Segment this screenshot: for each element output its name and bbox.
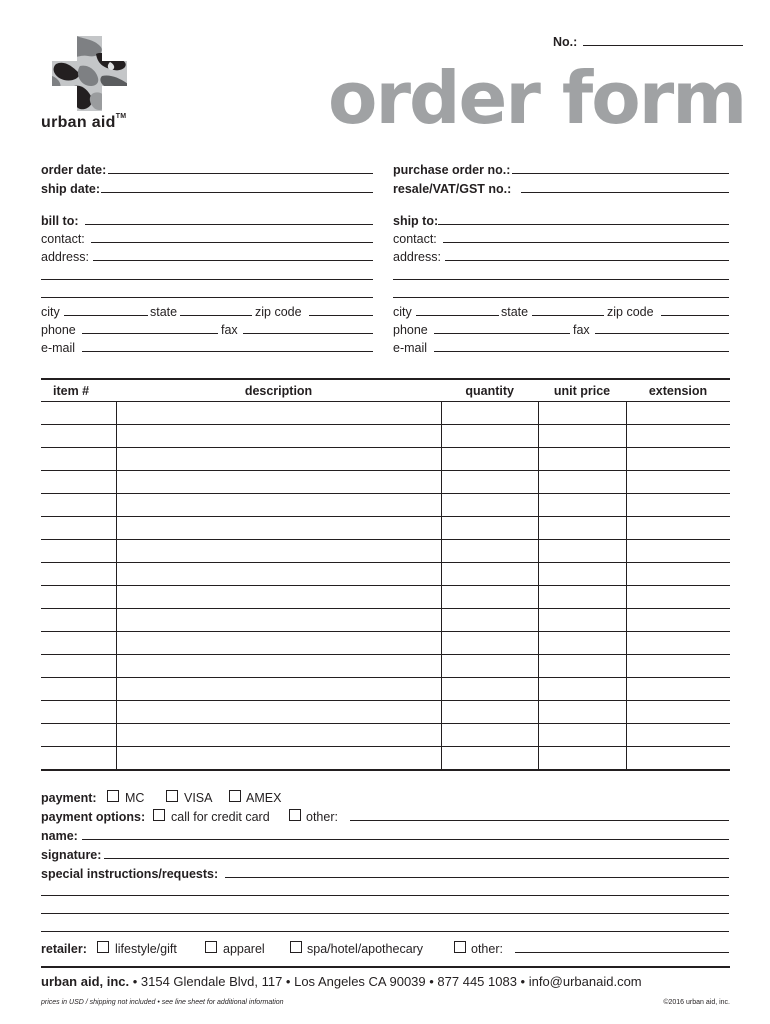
- unit-price-cell[interactable]: [538, 655, 626, 678]
- signature-field[interactable]: [104, 858, 729, 859]
- apparel-label: apparel: [223, 942, 265, 956]
- table-row: [41, 632, 730, 655]
- order-items-table: [41, 378, 730, 771]
- item-cell[interactable]: [41, 724, 116, 747]
- description-cell[interactable]: [116, 540, 441, 563]
- description-cell[interactable]: [116, 448, 441, 471]
- extension-cell[interactable]: [626, 402, 730, 425]
- signature-label: signature:: [41, 848, 102, 862]
- number-label: No.:: [553, 35, 578, 49]
- call-for-credit-card-checkbox[interactable]: [153, 809, 165, 821]
- column-header-extension: extension: [626, 379, 730, 402]
- footer-company: urban aid, inc.: [41, 974, 130, 989]
- payment-other-checkbox[interactable]: [289, 809, 301, 821]
- number-field[interactable]: [583, 45, 743, 46]
- item-cell[interactable]: [41, 563, 116, 586]
- table-row: [41, 563, 730, 586]
- unit-price-cell[interactable]: [538, 632, 626, 655]
- bill-contact-field[interactable]: [91, 242, 373, 243]
- unit-price-cell[interactable]: [538, 494, 626, 517]
- call-for-credit-card-label: call for credit card: [171, 810, 270, 824]
- extension-cell[interactable]: [626, 448, 730, 471]
- ship-address-line-3[interactable]: [393, 297, 729, 298]
- description-cell[interactable]: [116, 609, 441, 632]
- ship-phone-label: phone: [393, 323, 428, 337]
- extension-cell[interactable]: [626, 494, 730, 517]
- quantity-cell[interactable]: [441, 632, 538, 655]
- unit-price-cell[interactable]: [538, 540, 626, 563]
- apparel-checkbox[interactable]: [205, 941, 217, 953]
- ship-address-field[interactable]: [445, 260, 729, 261]
- extension-cell[interactable]: [626, 747, 730, 771]
- table-row: [41, 402, 730, 425]
- bill-contact-label: contact:: [41, 232, 85, 246]
- payment-options-label: payment options:: [41, 810, 146, 824]
- quantity-cell[interactable]: [441, 425, 538, 448]
- item-cell[interactable]: [41, 609, 116, 632]
- extension-cell[interactable]: [626, 724, 730, 747]
- description-cell[interactable]: [116, 471, 441, 494]
- item-cell[interactable]: [41, 402, 116, 425]
- table-row: [41, 609, 730, 632]
- description-cell[interactable]: [116, 517, 441, 540]
- unit-price-cell[interactable]: [538, 471, 626, 494]
- bill-phone-label: phone: [41, 323, 76, 337]
- bill-state-label: state: [150, 305, 178, 319]
- bill-fax-label: fax: [221, 323, 238, 337]
- description-cell[interactable]: [116, 655, 441, 678]
- quantity-cell[interactable]: [441, 448, 538, 471]
- extension-cell[interactable]: [626, 563, 730, 586]
- bill-city-field[interactable]: [64, 315, 148, 316]
- ship-date-field[interactable]: [101, 192, 373, 193]
- item-cell[interactable]: [41, 655, 116, 678]
- bill-address-line-3[interactable]: [41, 297, 373, 298]
- description-cell[interactable]: [116, 701, 441, 724]
- quantity-cell[interactable]: [441, 701, 538, 724]
- table-row: [41, 701, 730, 724]
- description-cell[interactable]: [116, 747, 441, 771]
- bill-state-field[interactable]: [180, 315, 252, 316]
- special-instructions-line-2[interactable]: [41, 895, 729, 896]
- unit-price-cell[interactable]: [538, 678, 626, 701]
- ship-to-label: ship to:: [393, 214, 439, 228]
- brand-name: urban aid™: [41, 113, 127, 131]
- bill-phone-field[interactable]: [82, 333, 218, 334]
- ship-date-label: ship date:: [41, 182, 101, 196]
- order-date-label: order date:: [41, 163, 107, 177]
- unit-price-cell[interactable]: [538, 586, 626, 609]
- ship-fax-label: fax: [573, 323, 590, 337]
- unit-price-cell[interactable]: [538, 747, 626, 771]
- bill-zip-label: zip code: [255, 305, 302, 319]
- special-instructions-line-4[interactable]: [41, 931, 729, 932]
- order-date-field[interactable]: [108, 173, 373, 174]
- item-cell[interactable]: [41, 678, 116, 701]
- ship-to-field[interactable]: [438, 224, 729, 225]
- bill-email-field[interactable]: [82, 351, 373, 352]
- extension-cell[interactable]: [626, 586, 730, 609]
- description-cell[interactable]: [116, 402, 441, 425]
- bill-address-field[interactable]: [93, 260, 373, 261]
- column-header-unit-price: unit price: [538, 379, 626, 402]
- visa-checkbox[interactable]: [166, 790, 178, 802]
- unit-price-cell[interactable]: [538, 425, 626, 448]
- bill-address-label: address:: [41, 250, 89, 264]
- ship-email-label: e-mail: [393, 341, 428, 355]
- bill-to-field[interactable]: [85, 224, 373, 225]
- page-title: order form: [328, 56, 746, 140]
- ship-city-field[interactable]: [416, 315, 499, 316]
- spa-hotel-apothecary-label: spa/hotel/apothecary: [307, 942, 424, 956]
- retailer-other-field[interactable]: [515, 952, 729, 953]
- ship-state-field[interactable]: [532, 315, 604, 316]
- unit-price-cell[interactable]: [538, 402, 626, 425]
- footer-divider: [41, 966, 730, 968]
- quantity-cell[interactable]: [441, 655, 538, 678]
- unit-price-cell[interactable]: [538, 563, 626, 586]
- payment-other-field[interactable]: [350, 820, 729, 821]
- bill-to-label: bill to:: [41, 214, 79, 228]
- ship-address-label: address:: [393, 250, 441, 264]
- retailer-other-checkbox[interactable]: [454, 941, 466, 953]
- quantity-cell[interactable]: [441, 563, 538, 586]
- description-cell[interactable]: [116, 563, 441, 586]
- ship-address-line-2[interactable]: [393, 279, 729, 280]
- unit-price-cell[interactable]: [538, 448, 626, 471]
- table-row: [41, 425, 730, 448]
- item-cell[interactable]: [41, 425, 116, 448]
- table-row: [41, 494, 730, 517]
- table-row: [41, 471, 730, 494]
- item-cell[interactable]: [41, 471, 116, 494]
- quantity-cell[interactable]: [441, 678, 538, 701]
- column-header-quantity: quantity: [441, 379, 538, 402]
- extension-cell[interactable]: [626, 425, 730, 448]
- payment-other-label: other:: [306, 810, 338, 824]
- description-cell[interactable]: [116, 724, 441, 747]
- ship-fax-field[interactable]: [595, 333, 729, 334]
- table-row: [41, 724, 730, 747]
- unit-price-cell[interactable]: [538, 609, 626, 632]
- description-cell[interactable]: [116, 425, 441, 448]
- item-cell[interactable]: [41, 494, 116, 517]
- retailer-label: retailer:: [41, 942, 87, 956]
- unit-price-cell[interactable]: [538, 701, 626, 724]
- table-row: [41, 517, 730, 540]
- extension-cell[interactable]: [626, 655, 730, 678]
- quantity-cell[interactable]: [441, 517, 538, 540]
- ship-contact-label: contact:: [393, 232, 437, 246]
- item-cell[interactable]: [41, 747, 116, 771]
- table-row: [41, 540, 730, 563]
- mc-checkbox[interactable]: [107, 790, 119, 802]
- po-number-label: purchase order no.:: [393, 163, 511, 177]
- extension-cell[interactable]: [626, 632, 730, 655]
- table-row: [41, 655, 730, 678]
- column-header-description: description: [116, 379, 441, 402]
- extension-cell[interactable]: [626, 678, 730, 701]
- quantity-cell[interactable]: [441, 747, 538, 771]
- footer-address: • 3154 Glendale Blvd, 117 • Los Angeles CA 90039 • 877 445 1083 • info@urbanaid.com: [129, 974, 642, 989]
- ship-phone-field[interactable]: [434, 333, 570, 334]
- lifestyle-gift-label: lifestyle/gift: [115, 942, 177, 956]
- name-field[interactable]: [82, 839, 729, 840]
- special-instructions-label: special instructions/requests:: [41, 867, 219, 881]
- quantity-cell[interactable]: [441, 494, 538, 517]
- amex-checkbox[interactable]: [229, 790, 241, 802]
- bill-address-line-2[interactable]: [41, 279, 373, 280]
- item-cell[interactable]: [41, 586, 116, 609]
- bill-email-label: e-mail: [41, 341, 76, 355]
- visa-label: VISA: [184, 791, 213, 805]
- table-row: [41, 747, 730, 771]
- quantity-cell[interactable]: [441, 609, 538, 632]
- extension-cell[interactable]: [626, 471, 730, 494]
- payment-label: payment:: [41, 791, 97, 805]
- fine-print: prices in USD / shipping not included • see line sheet for additional information: [41, 999, 284, 1006]
- quantity-cell[interactable]: [441, 540, 538, 563]
- item-cell[interactable]: [41, 540, 116, 563]
- table-header-row: [41, 379, 730, 402]
- extension-cell[interactable]: [626, 517, 730, 540]
- column-header-item: item #: [41, 379, 116, 402]
- quantity-cell[interactable]: [441, 586, 538, 609]
- mc-label: MC: [125, 791, 145, 805]
- unit-price-cell[interactable]: [538, 724, 626, 747]
- ship-zip-field[interactable]: [661, 315, 729, 316]
- po-number-field[interactable]: [512, 173, 729, 174]
- description-cell[interactable]: [116, 678, 441, 701]
- description-cell[interactable]: [116, 586, 441, 609]
- extension-cell[interactable]: [626, 609, 730, 632]
- item-cell[interactable]: [41, 517, 116, 540]
- ship-contact-field[interactable]: [443, 242, 729, 243]
- table-row: [41, 448, 730, 471]
- ship-city-label: city: [393, 305, 412, 319]
- quantity-cell[interactable]: [441, 402, 538, 425]
- description-cell[interactable]: [116, 494, 441, 517]
- special-instructions-line-3[interactable]: [41, 913, 729, 914]
- bill-city-label: city: [41, 305, 60, 319]
- item-cell[interactable]: [41, 448, 116, 471]
- table-row: [41, 586, 730, 609]
- name-label: name:: [41, 829, 78, 843]
- extension-cell[interactable]: [626, 701, 730, 724]
- unit-price-cell[interactable]: [538, 517, 626, 540]
- special-instructions-field[interactable]: [225, 877, 729, 878]
- quantity-cell[interactable]: [441, 724, 538, 747]
- table-row: [41, 678, 730, 701]
- amex-label: AMEX: [246, 791, 282, 805]
- lifestyle-gift-checkbox[interactable]: [97, 941, 109, 953]
- footer-contact-line: [41, 975, 642, 989]
- description-cell[interactable]: [116, 632, 441, 655]
- ship-state-label: state: [501, 305, 529, 319]
- retailer-other-label: other:: [471, 942, 503, 956]
- bill-zip-field[interactable]: [309, 315, 373, 316]
- item-cell[interactable]: [41, 701, 116, 724]
- spa-hotel-apothecary-checkbox[interactable]: [290, 941, 302, 953]
- extension-cell[interactable]: [626, 540, 730, 563]
- camouflage-cross-icon: [52, 36, 127, 111]
- bill-fax-field[interactable]: [243, 333, 373, 334]
- copyright: ©2016 urban aid, inc.: [663, 999, 730, 1006]
- resale-field[interactable]: [521, 192, 729, 193]
- item-cell[interactable]: [41, 632, 116, 655]
- ship-zip-label: zip code: [607, 305, 654, 319]
- resale-label: resale/VAT/GST no.:: [393, 182, 512, 196]
- ship-email-field[interactable]: [434, 351, 729, 352]
- quantity-cell[interactable]: [441, 471, 538, 494]
